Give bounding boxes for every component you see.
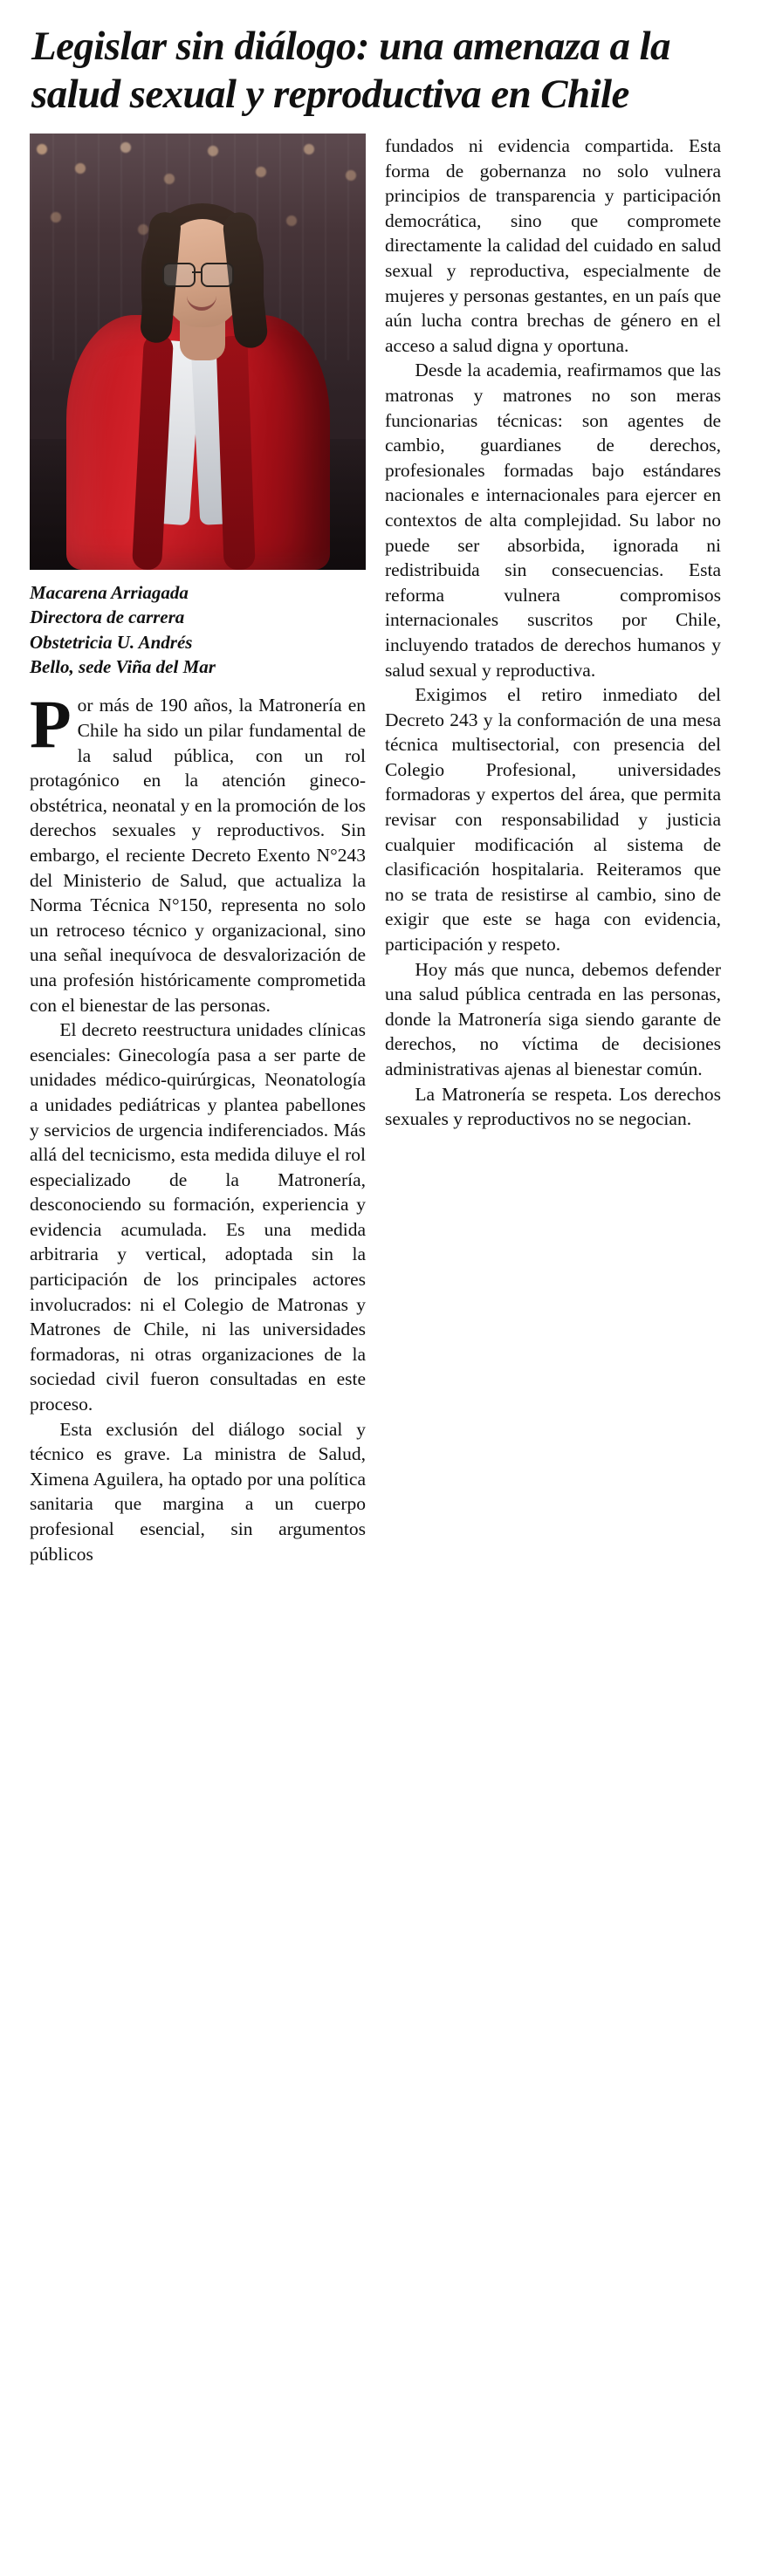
body-paragraph: Desde la academia, reafirmamos que las matronas y matrones no son meras funcionarias técnicas: son agentes de cambio, guardianes de derechos, profesionales formadas bajo estándares nacionales e internacionales para ejercer en contextos de alta complejidad. Su labor no puede ser absorbida, ignorada ni redistribuida sin consecuencias. Esta reforma vulnera compromisos internacionales suscritos por Chile, incluyendo tratados de derechos humanos y salud sexual y reproductiva. <box>385 360 721 681</box>
body-paragraph: Exigimos el retiro inmediato del Decreto 243 y la conformación de una mesa técnica multisectorial, con presencia del Colegio Profesional, universidades formadoras y expertos del área, que permita revisar con responsabilidad y justicia cualquier modificación al sistema de clasificación hospitalaria. Reiteramos que no se trata de resistirse al cambio, sino de exigir que este se haga con evidencia, participación y respeto. <box>385 684 721 956</box>
body-paragraph: Esta exclusión del diálogo social y técnico es grave. La ministra de Salud, Ximena Aguilera, ha optado por una política sanitaria que margina a un cuerpo profesional esencial, sin argumentos públicos <box>30 1418 366 1565</box>
person-figure <box>54 195 342 570</box>
caption-campus: Bello, sede Viña del Mar <box>30 656 216 678</box>
eyeglass-bridge <box>192 271 203 273</box>
caption-affiliation: Obstetricia U. Andrés <box>30 631 193 653</box>
body-paragraph: El decreto reestructura unidades clínicas esenciales: Ginecología pasa a ser parte de unidades médico-quirúrgicas, Neonatología a unidades pediátricas y plantea pabellones y servicios de urgencia indiferenciados. Más allá del tecnicismo, esta medida diluye el rol especializado de la Matronería, desconociendo su formación, experiencia y evidencia acumulada. Es una medida arbitraria y vertical, adoptada sin la participación de los principales actores involucrados: ni el Colegio de Matronas y Matrones de Chile, ni las universidades formadoras, ni otras organizaciones de la sociedad civil fueron consultadas en este proceso. <box>30 1019 366 1415</box>
body-paragraph: La Matronería se respeta. Los derechos sexuales y reproductivos no se negocian. <box>385 1083 721 1130</box>
eyeglass-right-lens <box>201 263 234 287</box>
page-title: Legislar sin diálogo: una amenaza a la salud sexual y reproductiva en Chile <box>31 24 670 117</box>
body-paragraph: Por más de 190 años, la Matronería en Chile ha sido un pilar fundamental de la salud pública, con un rol protagónico en la atención gineco-obstétrica, neonatal y en la promoción de los derechos sexuales y reproductivos. Sin embargo, el reciente Decreto Exento N°243 del Ministerio de Salud, que actualiza la Norma Técnica N°150, representa no solo un retroceso técnico y organizacional, sino una señal inequívoca de desvalorización de una profesión históricamente comprometida con el bienestar de las personas. <box>30 686 366 1016</box>
right-column <box>385 134 721 1132</box>
eyeglass-left-lens <box>162 263 196 287</box>
body-paragraph: Hoy más que nunca, debemos defender una salud pública centrada en las personas, donde la Matronería siga siendo garante de derechos, no víctima de decisiones administrativas ajenas al bienestar común. <box>385 958 721 1079</box>
body-paragraph: fundados ni evidencia compartida. Esta forma de gobernanza no solo vulnera principios de transparencia y participación democrática, sino que compromete directamente la calidad del cuidado en salud sexual y reproductiva, especialmente de mujeres y personas gestantes, en un país que aún lucha contra brechas de género en el acceso a salud digna y oportuna. <box>385 135 721 356</box>
caption-name: Macarena Arriagada <box>30 582 189 604</box>
caption-role: Directora de carrera <box>30 606 185 628</box>
article-columns <box>30 134 732 1566</box>
left-column <box>30 134 366 1566</box>
portrait-photo-image <box>30 134 366 570</box>
photo-caption <box>30 580 366 679</box>
article-photo <box>30 134 366 570</box>
